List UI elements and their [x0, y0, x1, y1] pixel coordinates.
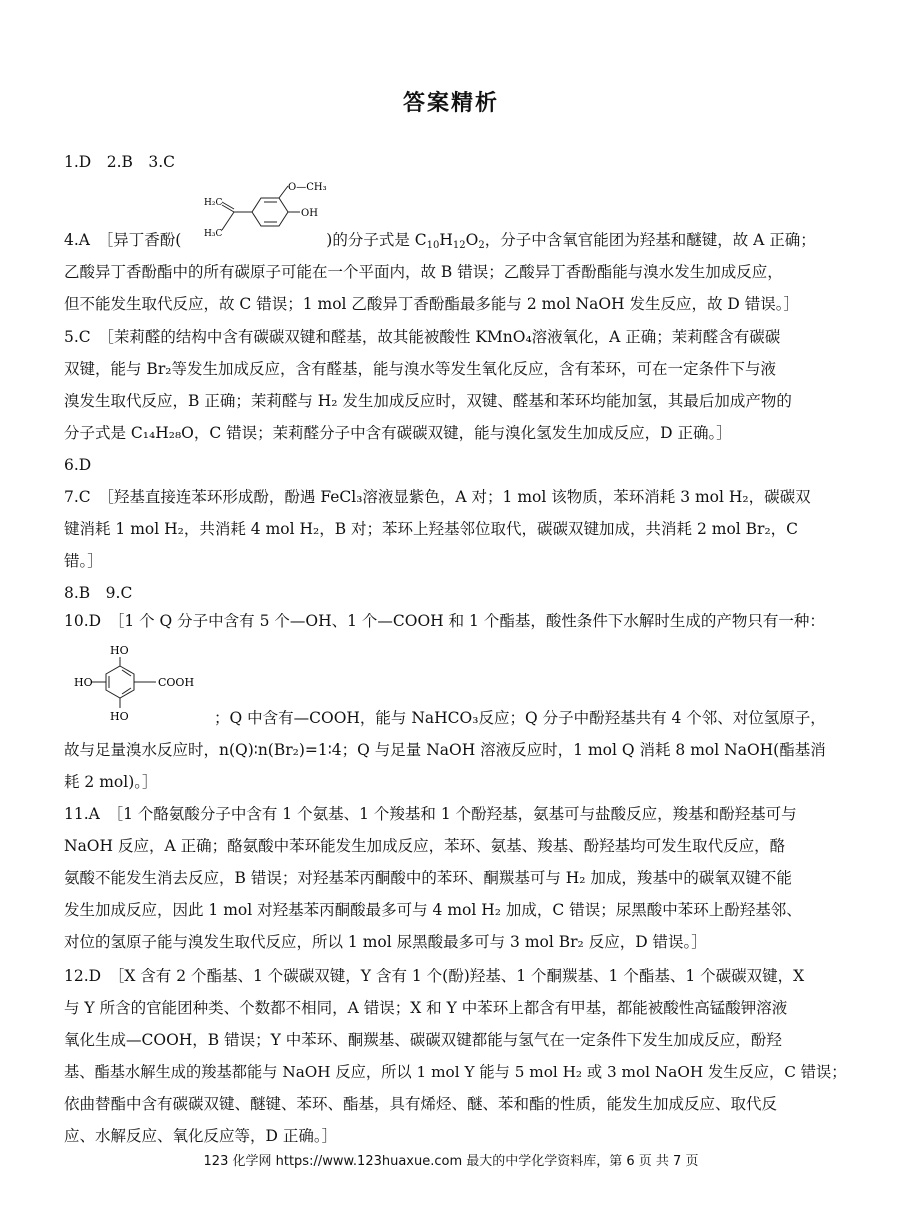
q7-line3: 错。］ — [64, 552, 103, 570]
q11-line3: 氨酸不能发生消去反应，B 错误；对羟基苯丙酮酸中的苯环、酮羰基可与 H₂ 加成，羧基中的碳氧双键不能 — [64, 869, 792, 887]
page-title: 答案精析 — [402, 90, 499, 116]
q12-line2: 与 Y 所含的官能团种类、个数都不相同，A 错误；X 和 Y 中苯环上都含有甲基，都能被酸性高锰酸钾溶液 — [64, 999, 788, 1017]
struct-label-ho-bottom: HO — [110, 710, 129, 723]
struct-label-cooh: COOH — [158, 676, 195, 689]
q10-line4: 耗 2 mol)。］ — [64, 773, 158, 791]
struct-label-h3c: H₃C — [204, 229, 223, 239]
struct-label-ho-top: HO — [110, 644, 129, 657]
answers-1-3: 1.D 2.B 3.C — [64, 153, 176, 171]
answer-6: 6.D — [64, 456, 92, 474]
q10-line2: ；Q 中含有—COOH，能与 NaHCO₃反应；Q 分子中酚羟基共有 4 个邻、对位氢原子， — [214, 709, 826, 727]
q5-line4: 分子式是 C₁₄H₂₈O，C 错误；茉莉醛分子中含有碳碳双键，能与溴化氢发生加成反应，D 正确。］ — [64, 424, 732, 442]
q7-line2: 键消耗 1 mol H₂，共消耗 4 mol H₂，B 对；苯环上羟基邻位取代，碳碳双键加成，共消耗 2 mol Br₂，C — [64, 520, 799, 538]
struct-label-h2c: H₂C — [204, 198, 223, 208]
struct-label-ho-left: HO — [74, 676, 93, 689]
q11-line5: 对位的氢原子能与溴发生取代反应，所以 1 mol 尿黑酸最多可与 3 mol Br₂ 反应，D 错误。］ — [64, 933, 707, 951]
q5-line2: 双键，能与 Br₂等发生加成反应，含有醛基，能与溴水等发生氧化反应，含有苯环，可在一定条件下与液 — [64, 360, 776, 378]
q4-line3: 但不能发生取代反应，故 C 错误；1 mol 乙酸异丁香酚酯最多能与 2 mol NaOH 发生反应，故 D 错误。］ — [64, 295, 800, 313]
q5-line1: 5.C ［茉莉醛的结构中含有碳碳双键和醛基，故其能被酸性 KMnO₄溶液氧化，A 正确；茉莉醛含有碳碳 — [64, 328, 781, 346]
q10-line1: 10.D ［1 个 Q 分子中含有 5 个—OH、1 个—COOH 和 1 个酯基，酸性条件下水解时生成的产物只有一种： — [64, 612, 825, 630]
q4-line1: 4.A ［异丁香酚( )的分子式是 $C_{10}H_{12}O_2$，分子中含氧官能团为羟基和醚键，故 A 正确； — [64, 231, 816, 251]
q12-line1: 12.D ［X 含有 2 个酯基、1 个碳碳双键，Y 含有 1 个(酚)羟基、1 个酮羰基、1 个酯基、1 个碳碳双键，X — [64, 967, 805, 985]
q12-line3: 氧化生成—COOH，B 错误；Y 中苯环、酮羰基、碳碳双键都能与氢气在一定条件下发生加成反应，酚羟 — [64, 1031, 782, 1049]
page-footer: 123 化学网 https://www.123huaxue.com 最大的中学化学资料库，第 6 页 共 7 页 — [203, 1154, 699, 1169]
struct-label-och3: O—CH₃ — [288, 182, 327, 193]
q12-line5: 依曲替酯中含有碳碳双键、醚键、苯环、酯基，具有烯烃、醚、苯和酯的性质，能发生加成反应、取代反 — [64, 1095, 778, 1113]
q10-line3: 故与足量溴水反应时，n(Q)∶n(Br₂)=1∶4；Q 与足量 NaOH 溶液反应时，1 mol Q 消耗 8 mol NaOH(酯基消 — [64, 741, 826, 759]
struct-label-oh: OH — [301, 208, 318, 219]
q12-line6: 应、水解反应、氧化反应等，D 正确。］ — [64, 1127, 338, 1145]
q11-line1: 11.A ［1 个酪氨酸分子中含有 1 个氨基、1 个羧基和 1 个酚羟基，氨基可与盐酸反应，羧基和酚羟基可与 — [64, 805, 797, 823]
q12-line4: 基、酯基水解生成的羧基都能与 NaOH 反应，所以 1 mol Y 能与 5 mol H₂ 或 3 mol NaOH 发生反应，C 错误； — [64, 1063, 847, 1081]
q11-line4: 发生加成反应，因此 1 mol 对羟基苯丙酮酸最多可与 4 mol H₂ 加成，C 错误；尿黑酸中苯环上酚羟基邻、 — [64, 901, 802, 919]
q7-line1: 7.C ［羟基直接连苯环形成酚，酚遇 FeCl₃溶液显紫色，A 对；1 mol 该物质，苯环消耗 3 mol H₂，碳碳双 — [64, 488, 811, 506]
q4-line2: 乙酸异丁香酚酯中的所有碳原子可能在一个平面内，故 B 错误；乙酸异丁香酚酯能与溴水发生加成反应， — [64, 263, 783, 281]
q11-line2: NaOH 反应，A 正确；酪氨酸中苯环能发生加成反应，苯环、氨基、羧基、酚羟基均可发生取代反应，酪 — [64, 837, 786, 855]
q5-line3: 溴发生取代反应，B 正确；茉莉醛与 H₂ 发生加成反应时，双键、醛基和苯环均能加氢，其最后加成产物的 — [64, 392, 792, 410]
answers-8-9: 8.B 9.C — [64, 584, 133, 602]
